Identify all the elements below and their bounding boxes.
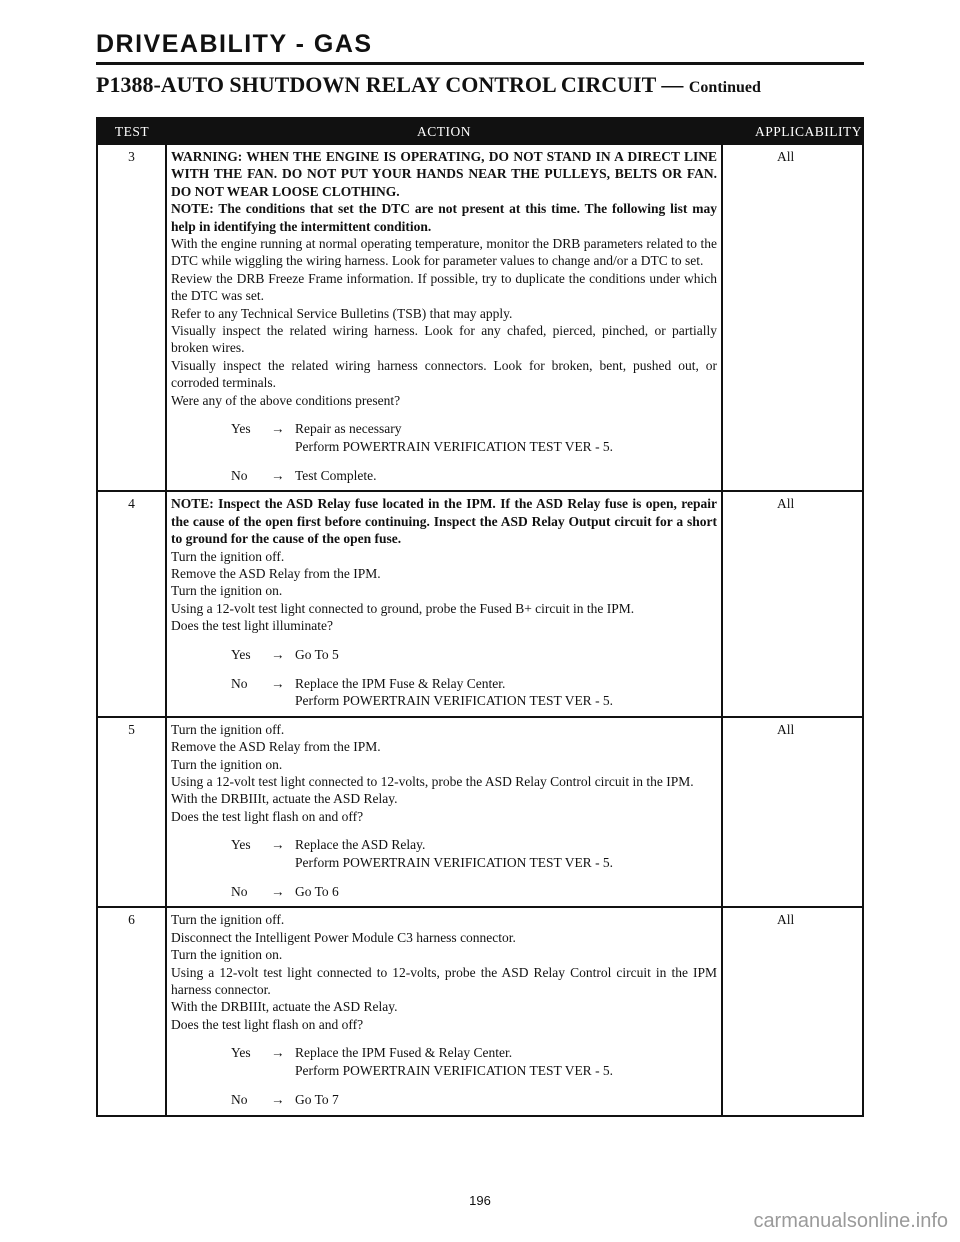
branch-instruction-line: Go To 7 [295,1092,339,1108]
test-number: 4 [97,491,166,716]
branch-answer: No [231,675,248,691]
action-step: Visually inspect the related wiring harness. Look for any chafed, pierced, pinched, or partially broken wires. [171,323,717,356]
result-branch [171,836,717,871]
branch-answer: Yes [231,837,251,853]
table-row [97,907,863,1115]
header-rule [96,62,864,65]
branch-instruction-line: Go To 6 [295,884,339,900]
action-step: Does the test light flash on and off? [171,1016,364,1032]
branch-answer: No [231,1092,248,1108]
arrow-right-icon: → [271,675,285,691]
applicability-value: All [722,717,863,908]
site-watermark: carmanualsonline.info [753,1210,948,1232]
branch-instruction-line: Perform POWERTRAIN VERIFICATION TEST VER - 5. [295,693,614,709]
table-row [97,717,863,908]
result-branches [171,1044,717,1108]
table-row [97,145,863,491]
action-step: Using a 12-volt test light connected to 12-volts, probe the ASD Relay Control circuit in the IPM harness connector. [171,964,717,998]
action-step: Turn the ignition on. [171,947,283,963]
action-step: Using a 12-volt test light connected to ground, probe the Fused B+ circuit in the IPM. [171,600,635,616]
page-number: 196 [469,1193,491,1208]
branch-instruction [295,646,717,663]
action-step: Review the DRB Freeze Frame information. If possible, try to duplicate the conditions under which the DTC was set. [171,270,717,304]
action-note: NOTE: Inspect the ASD Relay fuse located in the IPM. If the ASD Relay fuse is open, repair the cause of the open first before continuing. Inspect the ASD Relay Output circuit for a short to ground for the cause of the open fuse. [171,496,717,547]
result-branch [171,467,717,484]
action-step: Remove the ASD Relay from the IPM. [171,565,381,581]
action-step: Does the test light flash on and off? [171,808,364,824]
column-header-action: ACTION [166,118,722,145]
branch-instruction [295,1091,717,1108]
test-number: 6 [97,907,166,1115]
test-number: 3 [97,145,166,491]
result-branch [171,675,717,710]
branch-answer: Yes [231,421,251,437]
branch-instruction [295,836,717,871]
branch-answer: Yes [231,646,251,662]
table-row [97,491,863,716]
action-cell [166,491,722,716]
action-cell [166,145,722,491]
arrow-right-icon: → [271,1045,285,1061]
branch-instruction [295,420,717,455]
arrow-right-icon: → [271,1092,285,1108]
action-step: Turn the ignition on. [171,756,283,772]
result-branches [171,646,717,710]
branch-instruction [295,675,717,710]
action-step: With the engine running at normal operating temperature, monitor the DRB parameters related to the DTC while wiggling the wiring harness. Look for parameter values to change and/or a DTC to set. [171,236,717,269]
procedure-title [96,72,864,98]
arrow-right-icon: → [271,837,285,853]
action-note: WARNING: WHEN THE ENGINE IS OPERATING, DO NOT STAND IN A DIRECT LINE WITH THE FAN. DO NOT PUT YOUR HANDS NEAR THE PULLEYS, BELTS OR FAN. DO NOT WEAR LOOSE CLOTHING. [171,149,717,199]
branch-instruction-line: Replace the IPM Fused & Relay Center. [295,1045,513,1061]
applicability-value: All [722,907,863,1115]
arrow-right-icon: → [271,467,285,483]
diagnostic-test-table [96,117,864,1117]
action-step: Disconnect the Intelligent Power Module C3 harness connector. [171,929,516,945]
branch-instruction-line: Perform POWERTRAIN VERIFICATION TEST VER - 5. [295,438,614,454]
action-step: With the DRBIIIt, actuate the ASD Relay. [171,791,398,807]
section-header: DRIVEABILITY - GAS [96,30,373,58]
branch-instruction-line: Repair as necessary [295,421,402,437]
branch-answer: Yes [231,1045,251,1061]
branch-instruction-line: Go To 5 [295,646,339,662]
table-header-row [97,118,863,145]
result-branch [171,883,717,900]
branch-answer: No [231,467,248,483]
action-cell [166,907,722,1115]
continued-label: Continued [688,79,761,96]
branch-instruction-line: Replace the ASD Relay. [295,837,426,853]
action-step: Visually inspect the related wiring harness connectors. Look for broken, bent, pushed out, or corroded terminals. [171,357,717,391]
result-branch [171,646,717,663]
action-step: Refer to any Technical Service Bulletins (TSB) that may apply. [171,305,513,321]
action-step: Were any of the above conditions present? [171,392,401,408]
procedure-title-main: P1388-AUTO SHUTDOWN RELAY CONTROL CIRCUIT — [96,72,684,97]
branch-instruction [295,1044,717,1079]
column-header-test: TEST [97,118,166,145]
branch-instruction-line: Replace the IPM Fuse & Relay Center. [295,675,506,691]
result-branch [171,1091,717,1108]
branch-instruction [295,883,717,900]
result-branches [171,836,717,900]
action-step: Remove the ASD Relay from the IPM. [171,739,381,755]
arrow-right-icon: → [271,646,285,662]
action-step: With the DRBIIIt, actuate the ASD Relay. [171,999,398,1015]
table-body [97,145,863,1116]
branch-instruction [295,467,717,484]
branch-instruction-line: Perform POWERTRAIN VERIFICATION TEST VER - 5. [295,854,614,870]
arrow-right-icon: → [271,421,285,437]
result-branch [171,1044,717,1079]
action-step: Turn the ignition on. [171,583,283,599]
action-step: Turn the ignition off. [171,721,285,737]
applicability-value: All [722,491,863,716]
action-step: Turn the ignition off. [171,912,285,928]
action-step: Turn the ignition off. [171,548,285,564]
branch-instruction-line: Perform POWERTRAIN VERIFICATION TEST VER - 5. [295,1062,614,1078]
branch-instruction-line: Test Complete. [295,467,377,483]
arrow-right-icon: → [271,884,285,900]
test-number: 5 [97,717,166,908]
result-branches [171,420,717,484]
result-branch [171,420,717,455]
action-cell [166,717,722,908]
action-step: Using a 12-volt test light connected to 12-volts, probe the ASD Relay Control circuit in the IPM. [171,774,694,789]
applicability-value: All [777,149,795,164]
branch-answer: No [231,884,248,900]
column-header-applicability: APPLICABILITY [722,118,863,145]
action-note: NOTE: The conditions that set the DTC are not present at this time. The following list may help in identifying the intermittent condition. [171,201,717,234]
action-step: Does the test light illuminate? [171,618,333,634]
